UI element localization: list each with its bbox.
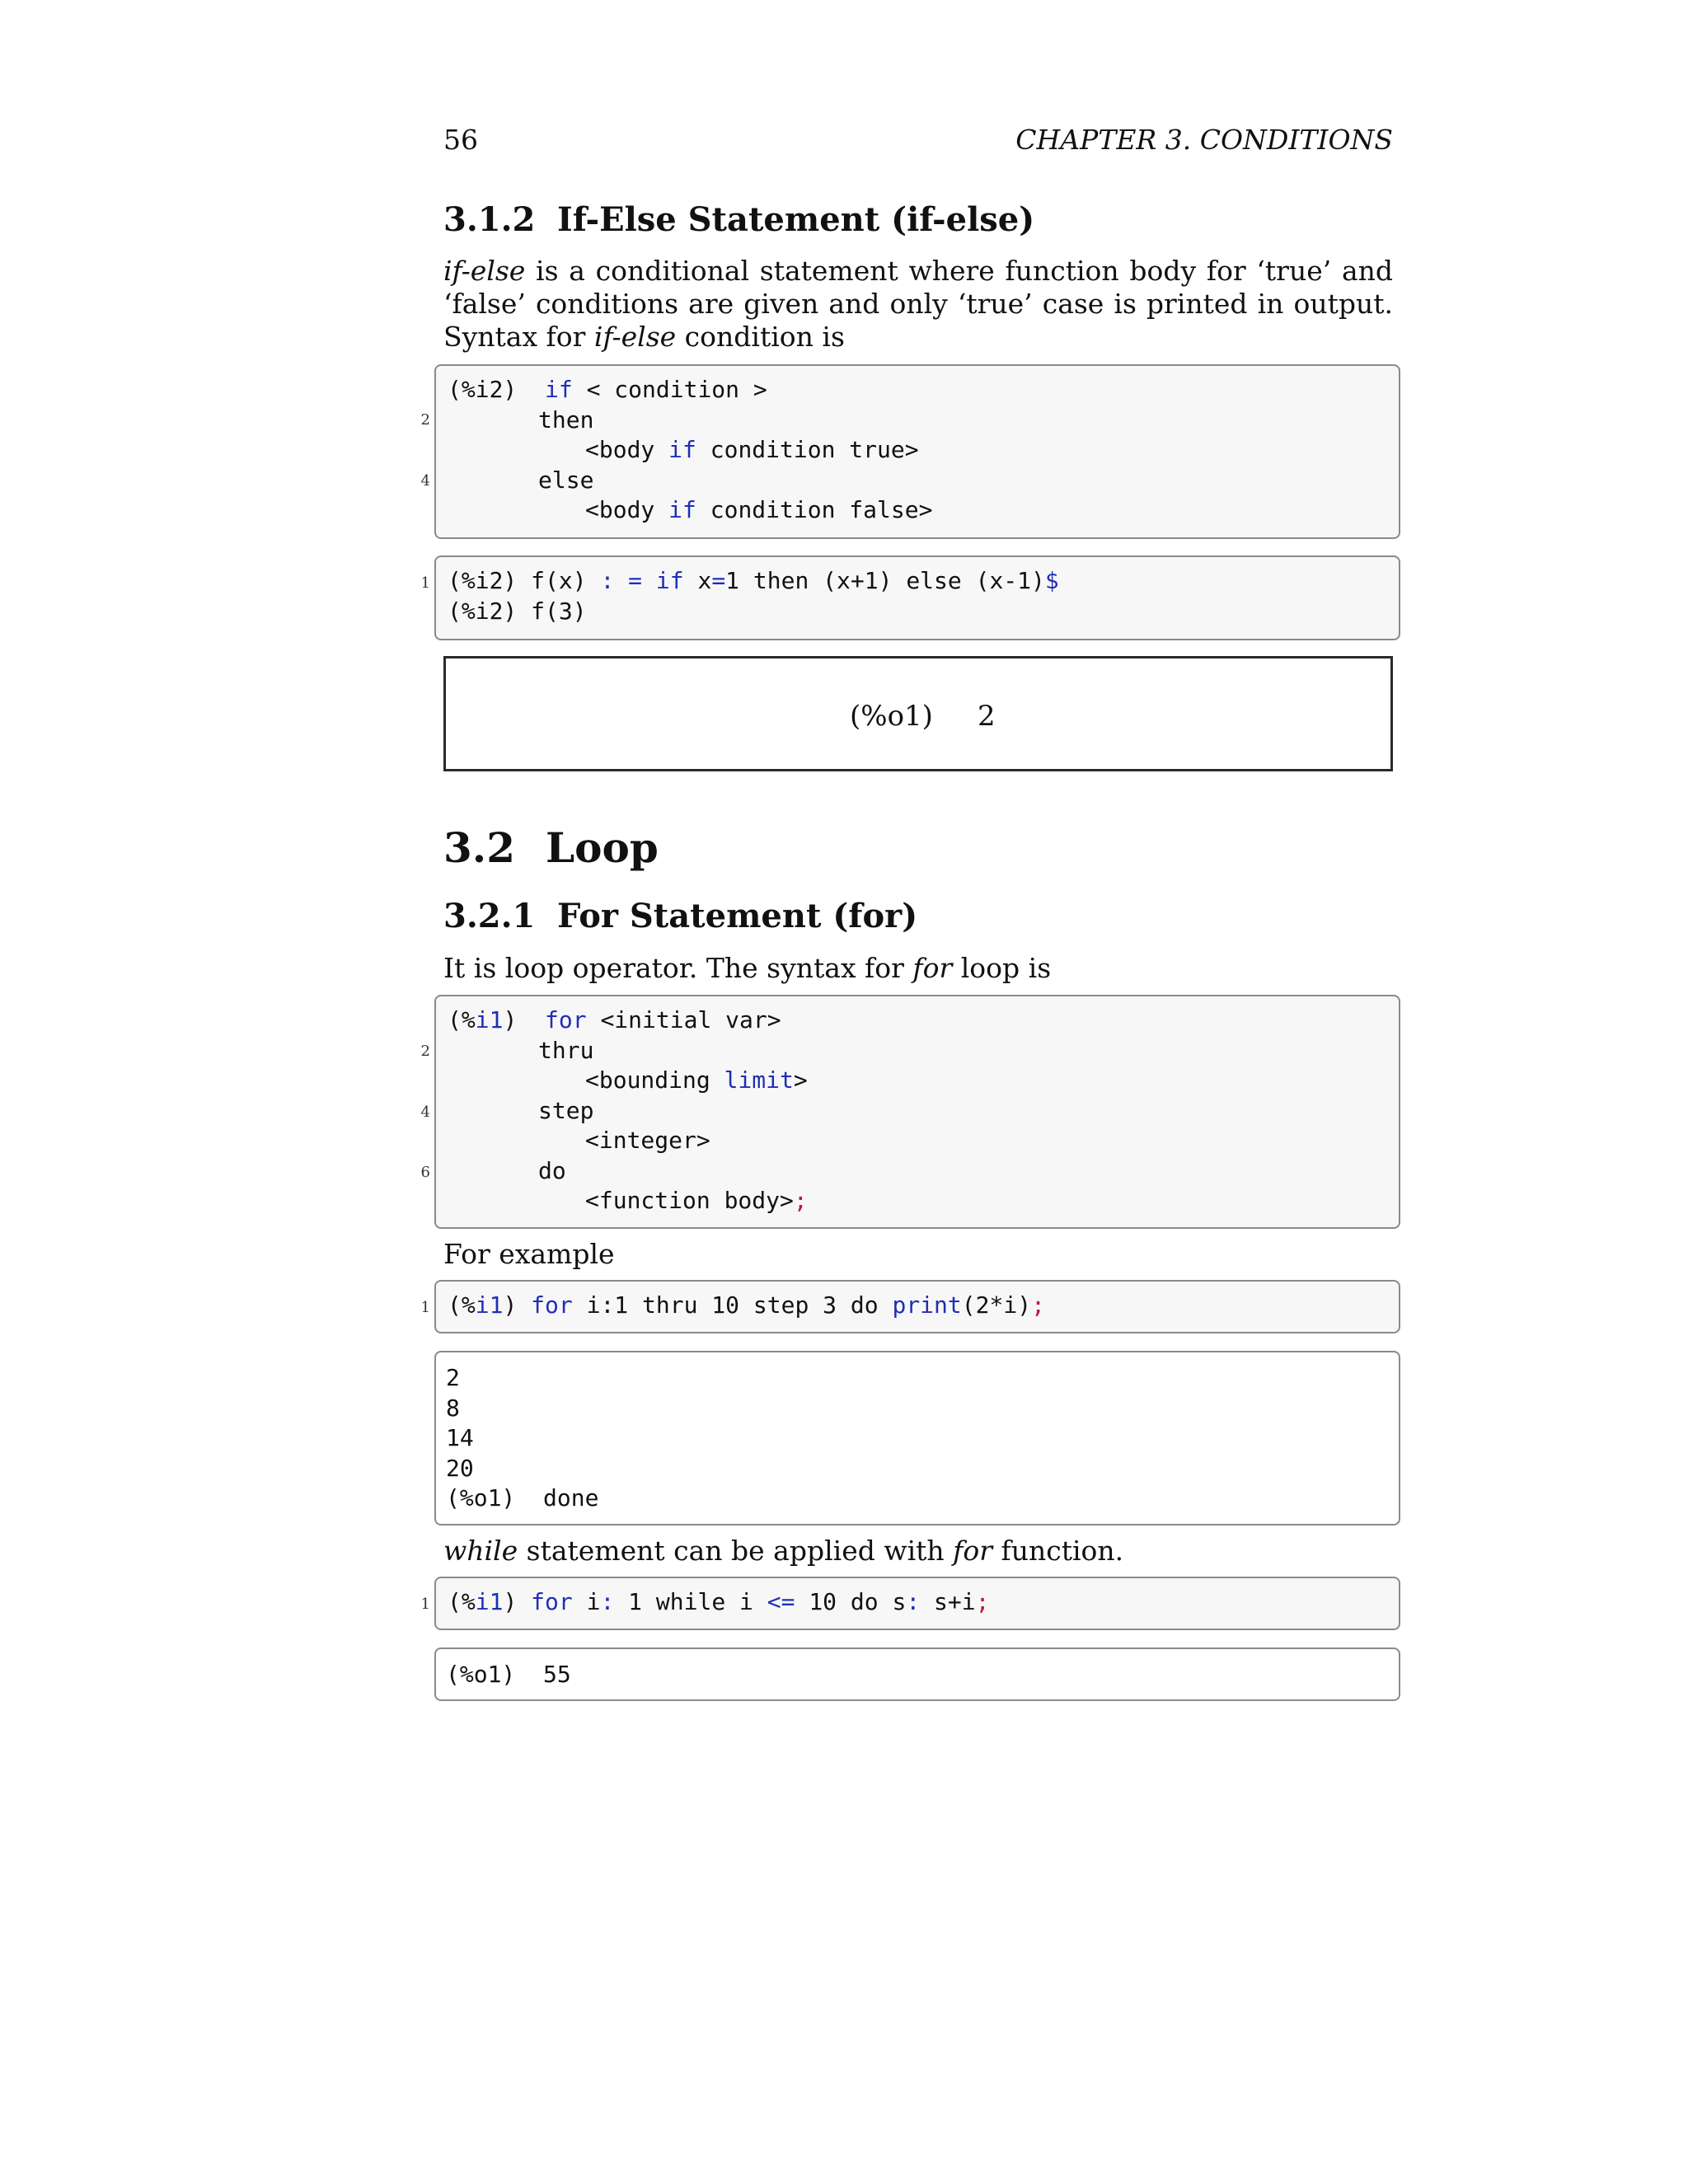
keyword: limit xyxy=(724,1066,794,1094)
code-text: x xyxy=(683,567,712,594)
code-text: i xyxy=(572,1588,601,1615)
intro-text-end: condition is xyxy=(676,321,845,353)
prompt: (%i2) xyxy=(448,376,518,403)
operator: $ xyxy=(1044,567,1059,594)
code-text: i:1 thru 10 step 3 do xyxy=(572,1291,893,1319)
code-text: do xyxy=(538,1157,566,1184)
while-text-end: function. xyxy=(992,1535,1124,1567)
code-line xyxy=(585,494,932,525)
code-text: step xyxy=(538,1097,594,1124)
code-text: 10 do s xyxy=(795,1588,907,1615)
output-line: (%o1) done xyxy=(446,1484,599,1511)
section-heading-3-2-1 xyxy=(443,897,917,935)
code-text: then xyxy=(538,406,594,434)
output-block-for xyxy=(434,1351,1400,1526)
code-text: > xyxy=(793,1066,808,1094)
for-intro-paragraph xyxy=(443,952,1393,985)
operator: : = xyxy=(600,567,656,594)
keyword: if xyxy=(545,376,573,403)
section-number: 3.1.2 xyxy=(443,200,536,239)
code-text: (%i2) f(x) xyxy=(448,567,601,594)
section-heading-3-2 xyxy=(443,823,659,872)
keyword: for xyxy=(531,1291,573,1319)
code-block-ifelse-example xyxy=(434,555,1400,640)
line-number: 2 xyxy=(420,1043,430,1060)
output-line: 20 xyxy=(446,1455,474,1482)
code-line xyxy=(585,1065,808,1095)
keyword: if xyxy=(668,496,696,523)
section-title: For Statement (for) xyxy=(557,897,918,935)
code-line xyxy=(585,1185,808,1216)
code-line xyxy=(538,405,593,435)
prompt: (% xyxy=(448,1006,476,1033)
prompt: (% xyxy=(448,1291,476,1319)
line-number: 6 xyxy=(420,1164,430,1181)
code-text: else xyxy=(538,466,594,494)
ifelse-intro-paragraph xyxy=(443,255,1393,354)
code-text: (%i2) f(3) xyxy=(448,598,587,625)
line-number: 1 xyxy=(420,1299,430,1316)
code-text: condition false> xyxy=(696,496,933,523)
output-line: (%o1) 55 xyxy=(446,1661,571,1688)
code-text: thru xyxy=(538,1037,594,1064)
operator: : xyxy=(600,1588,615,1615)
line-number: 2 xyxy=(420,411,430,429)
for-example-label: For example xyxy=(443,1238,615,1270)
prompt-id: i1 xyxy=(475,1588,504,1615)
output-line: 2 xyxy=(446,1364,460,1391)
term-for: for xyxy=(953,1535,992,1567)
code-text: <initial var> xyxy=(586,1006,781,1033)
code-text: (2*i) xyxy=(961,1291,1032,1319)
punctuation: ; xyxy=(793,1187,808,1214)
prompt-id: i1 xyxy=(475,1291,504,1319)
punctuation: ; xyxy=(1031,1291,1045,1319)
term-if-else: if-else xyxy=(593,321,677,353)
code-block-ifelse-syntax xyxy=(434,364,1400,539)
code-line xyxy=(448,1586,989,1617)
prompt: ) xyxy=(503,1291,532,1319)
output-line: 14 xyxy=(446,1424,474,1451)
code-line xyxy=(585,434,919,465)
output-box-ifelse xyxy=(443,656,1393,771)
code-line xyxy=(448,374,767,405)
section-title: If-Else Statement (if-else) xyxy=(557,200,1035,239)
code-text: <bounding xyxy=(585,1066,724,1094)
prompt: (% xyxy=(448,1588,476,1615)
running-head xyxy=(443,124,1393,166)
code-line xyxy=(538,465,593,495)
code-text: <function body> xyxy=(585,1187,794,1214)
keyword: if xyxy=(668,436,696,463)
section-heading-3-1-2 xyxy=(443,200,1034,239)
code-line xyxy=(448,1290,1045,1320)
code-text: < condition > xyxy=(572,376,767,403)
prompt: ) xyxy=(503,1588,532,1615)
output-line: 8 xyxy=(446,1394,460,1422)
code-text: 1 then (x+1) else (x-1) xyxy=(725,567,1045,594)
output-value: 2 xyxy=(978,700,996,733)
line-number: 4 xyxy=(420,1104,430,1121)
code-line xyxy=(448,565,1059,596)
code-line xyxy=(585,1125,710,1155)
line-number: 1 xyxy=(420,574,430,592)
intro-text-end: loop is xyxy=(952,952,1052,984)
line-number: 4 xyxy=(420,472,430,490)
output-label xyxy=(850,700,933,733)
code-line xyxy=(448,596,587,626)
section-number: 3.2 xyxy=(443,823,515,872)
code-text: condition true> xyxy=(696,436,919,463)
operator: = xyxy=(711,567,726,594)
operator: : xyxy=(906,1588,921,1615)
chapter-title: CHAPTER 3. CONDITIONS xyxy=(1015,124,1393,156)
code-line xyxy=(448,1005,781,1035)
line-number: 1 xyxy=(420,1596,430,1613)
intro-text: is a conditional statement where function body for ‘true’ and ‘false’ conditions are given and only ‘true’ case is printed in output. Syntax for xyxy=(443,255,1393,353)
term-if-else: if-else xyxy=(443,255,526,287)
intro-text: It is loop operator. The syntax for xyxy=(443,952,913,984)
code-block-for-syntax xyxy=(434,995,1400,1229)
page-number: 56 xyxy=(443,124,478,156)
keyword: if xyxy=(655,567,684,594)
prompt: ) xyxy=(503,1006,518,1033)
code-block-for-example xyxy=(434,1280,1400,1333)
while-paragraph xyxy=(443,1535,1393,1568)
section-number: 3.2.1 xyxy=(443,897,536,935)
keyword: print xyxy=(892,1291,962,1319)
code-line xyxy=(538,1035,593,1066)
prompt-id: i1 xyxy=(475,1006,504,1033)
code-block-while-example xyxy=(434,1577,1400,1630)
code-text: <body xyxy=(585,496,669,523)
keyword: for xyxy=(531,1588,573,1615)
output-label-text: (%o1) xyxy=(850,700,933,733)
code-text: s+i xyxy=(920,1588,976,1615)
keyword: for xyxy=(545,1006,587,1033)
punctuation: ; xyxy=(975,1588,990,1615)
while-text: statement can be applied with xyxy=(518,1535,954,1567)
term-while: while xyxy=(443,1535,518,1567)
code-text: <body xyxy=(585,436,669,463)
output-block-while xyxy=(434,1647,1400,1701)
code-text: 1 while i xyxy=(614,1588,767,1615)
code-line xyxy=(538,1155,566,1186)
code-line xyxy=(538,1095,593,1126)
operator: <= xyxy=(767,1588,795,1615)
code-text: <integer> xyxy=(585,1127,710,1154)
term-for: for xyxy=(912,952,953,984)
section-title: Loop xyxy=(546,823,659,872)
